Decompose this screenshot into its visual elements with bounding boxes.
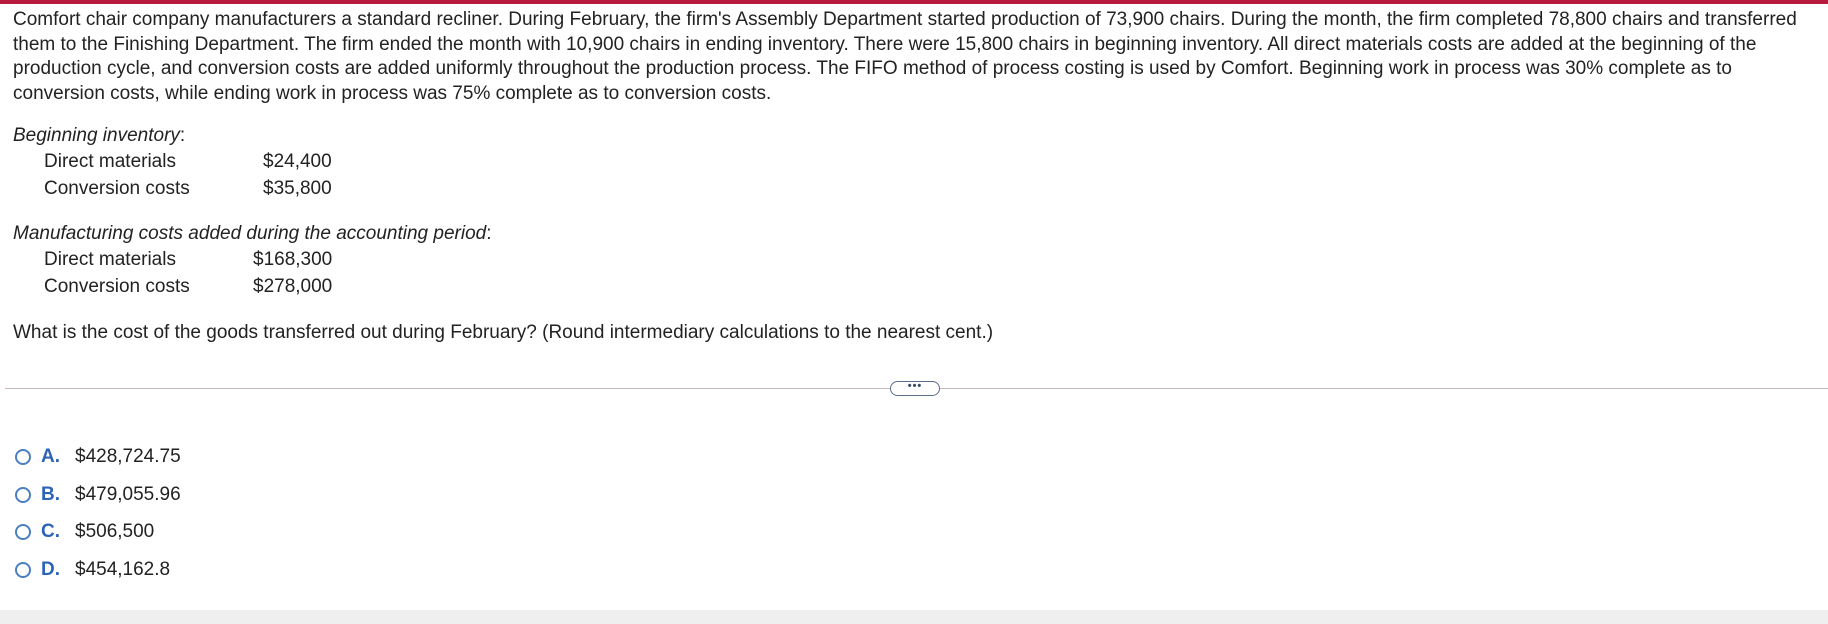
manufacturing-costs-title-colon: : — [486, 223, 492, 244]
option-letter: C. — [41, 521, 60, 542]
added-cc-value: $278,000 — [253, 276, 333, 297]
beginning-cc-value: $35,800 — [263, 178, 332, 199]
radio-button-icon[interactable] — [15, 562, 31, 578]
radio-button-icon[interactable] — [15, 524, 31, 540]
question-text: Comfort chair company manufacturers a standard recliner. During February, the firm's Assembly Department started production of 73,900 chairs. During the month, the firm completed 78,800 chairs and transferred them to the Finishing Department. The firm ended the month with 10,900 chairs in ending inventory. There were 15,800 chairs in beginning inventory. All direct materials costs are added at the beginning of the production cycle, and conversion costs are added uniformly throughout the production process. The FIFO method of process costing is used by Comfort. Beginning work in process was 30% complete as to conversion costs, while ending work in process was 75% complete as to conversion costs. — [13, 9, 1797, 104]
manufacturing-costs-title-text: Manufacturing costs added during the accounting period — [13, 223, 487, 244]
beginning-dm-value: $24,400 — [263, 151, 332, 172]
option-text: $428,724.75 — [75, 446, 181, 467]
ellipsis-icon: ••• — [907, 380, 923, 392]
beginning-inventory-title-colon: : — [179, 125, 186, 146]
option-text: $454,162.8 — [75, 559, 171, 580]
option-text: $506,500 — [75, 521, 155, 542]
beginning-dm-label: Direct materials — [44, 151, 176, 172]
answer-option-c[interactable] — [15, 519, 154, 545]
beginning-inventory-title-text: Beginning inventory — [13, 125, 180, 146]
option-letter: D. — [41, 559, 60, 580]
option-letter: B. — [41, 484, 60, 505]
answer-option-a[interactable] — [15, 444, 181, 470]
option-letter: A. — [41, 446, 60, 467]
expand-more-button[interactable] — [890, 381, 940, 396]
added-cc-label: Conversion costs — [44, 276, 190, 297]
radio-button-icon[interactable] — [15, 449, 31, 465]
radio-button-icon[interactable] — [15, 487, 31, 503]
beginning-inventory-title — [13, 125, 185, 147]
footer-bar — [0, 610, 1828, 624]
answer-option-b[interactable] — [15, 482, 181, 508]
added-dm-label: Direct materials — [44, 249, 176, 270]
option-text: $479,055.96 — [75, 484, 181, 505]
answer-option-d[interactable] — [15, 557, 170, 583]
added-dm-value: $168,300 — [253, 249, 333, 270]
question-prompt: What is the cost of the goods transferred out during February? (Round intermediary calculations to the nearest cent.) — [13, 322, 994, 343]
question-text-block — [13, 8, 1813, 106]
top-accent-bar — [0, 0, 1828, 4]
manufacturing-costs-title — [13, 223, 491, 245]
beginning-cc-label: Conversion costs — [44, 178, 190, 199]
